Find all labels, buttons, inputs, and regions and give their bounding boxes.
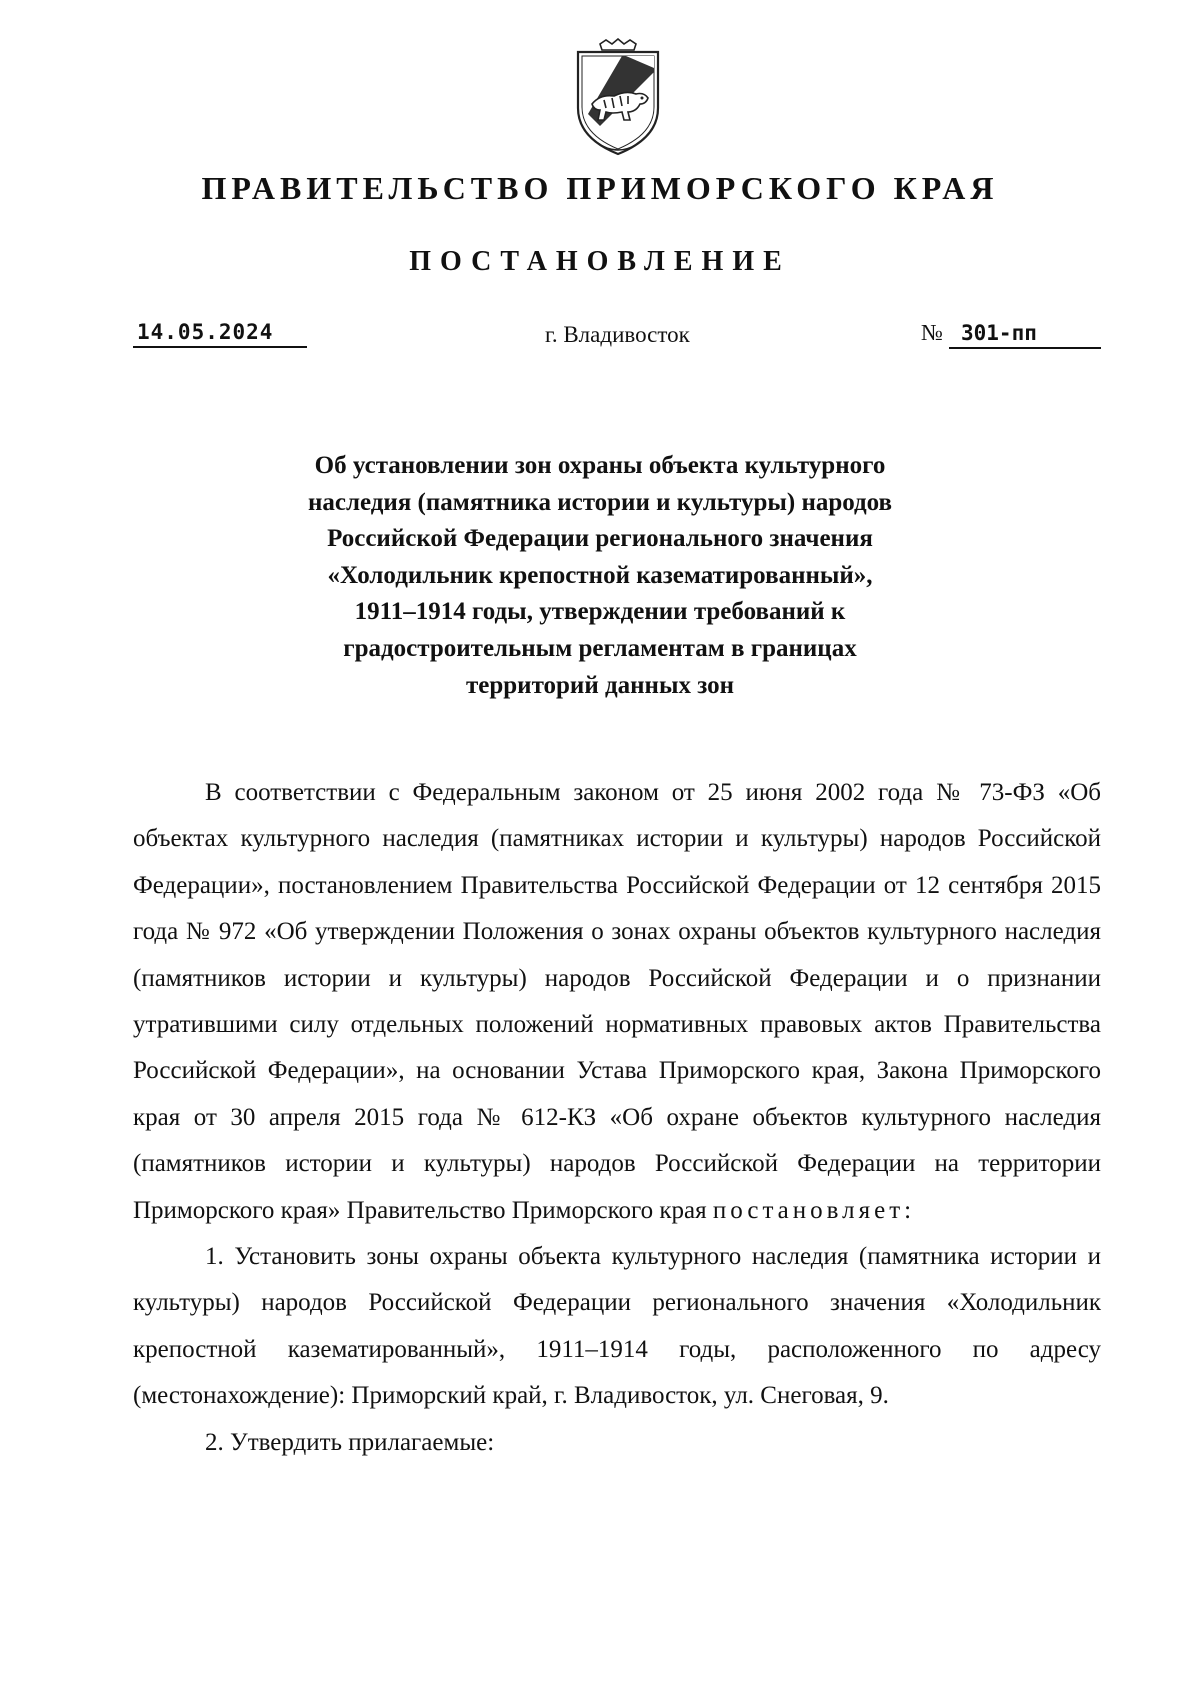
- document-meta-row: [133, 320, 1101, 360]
- title-line: 1911–1914 годы, утверждении требований к: [354, 598, 846, 626]
- document-title: [180, 448, 1020, 704]
- document-city: г. Владивосток: [545, 322, 690, 347]
- title-line: наследия (памятника истории и культуры) народов: [307, 488, 893, 516]
- document-number-field: [921, 320, 1101, 349]
- organization-name: ПРАВИТЕЛЬСТВО ПРИМОРСКОГО КРАЯ: [201, 170, 999, 206]
- document-type: ПОСТАНОВЛЕНИЕ: [409, 246, 791, 277]
- document-date: 14.05.2024: [133, 320, 307, 348]
- primorsky-krai-coat-of-arms-icon: [570, 38, 666, 160]
- title-line: территорий данных зон: [465, 671, 735, 699]
- title-line: градостроительным регламентам в границах: [343, 634, 857, 662]
- document-number: 301-пп: [949, 321, 1101, 349]
- title-line: Российской Федерации регионального значения: [327, 525, 873, 553]
- title-line: «Холодильник крепостной казематированный»,: [327, 561, 873, 589]
- title-line: Об установлении зон охраны объекта культурного: [314, 452, 886, 479]
- preamble-paragraph: [133, 770, 1101, 1234]
- decree-word: постановляет:: [712, 1196, 916, 1224]
- number-sign: №: [921, 320, 943, 345]
- item-2-paragraph: 2. Утвердить прилагаемые:: [205, 1428, 495, 1456]
- document-body: [133, 770, 1101, 1466]
- preamble-text: В соответствии с Федеральным законом от 25 июня 2002 года № 73-ФЗ «Об объектах культурного наследия (памятниках истории и культуры) народов Российской Федерации», постановлением Правительства Российской Федерации от 12 сентября 2015 года № 972 «Об утверждении Положения о зонах охраны объектов культурного наследия (памятников истории и культуры) народов Российской Федерации и о признании утратившими силу отдельных положений нормативных правовых актов Правительства Российской Федерации», на основании Устава Приморского края, Закона Приморского края от 30 апреля 2015 года № 612-КЗ «Об охране объектов культурного наследия (памятников истории и культуры) народов Российской Федерации на территории Приморского края» Правительство Приморского края: [133, 779, 1101, 1224]
- item-1-paragraph: 1. Установить зоны охраны объекта культурного наследия (памятника истории и культуры) народов Российской Федерации регионального значения «Холодильник крепостной казематированный», 1911–1914 годы, расположенного по адресу (местонахождение): Приморский край, г. Владивосток, ул. Снеговая, 9.: [133, 1243, 1101, 1410]
